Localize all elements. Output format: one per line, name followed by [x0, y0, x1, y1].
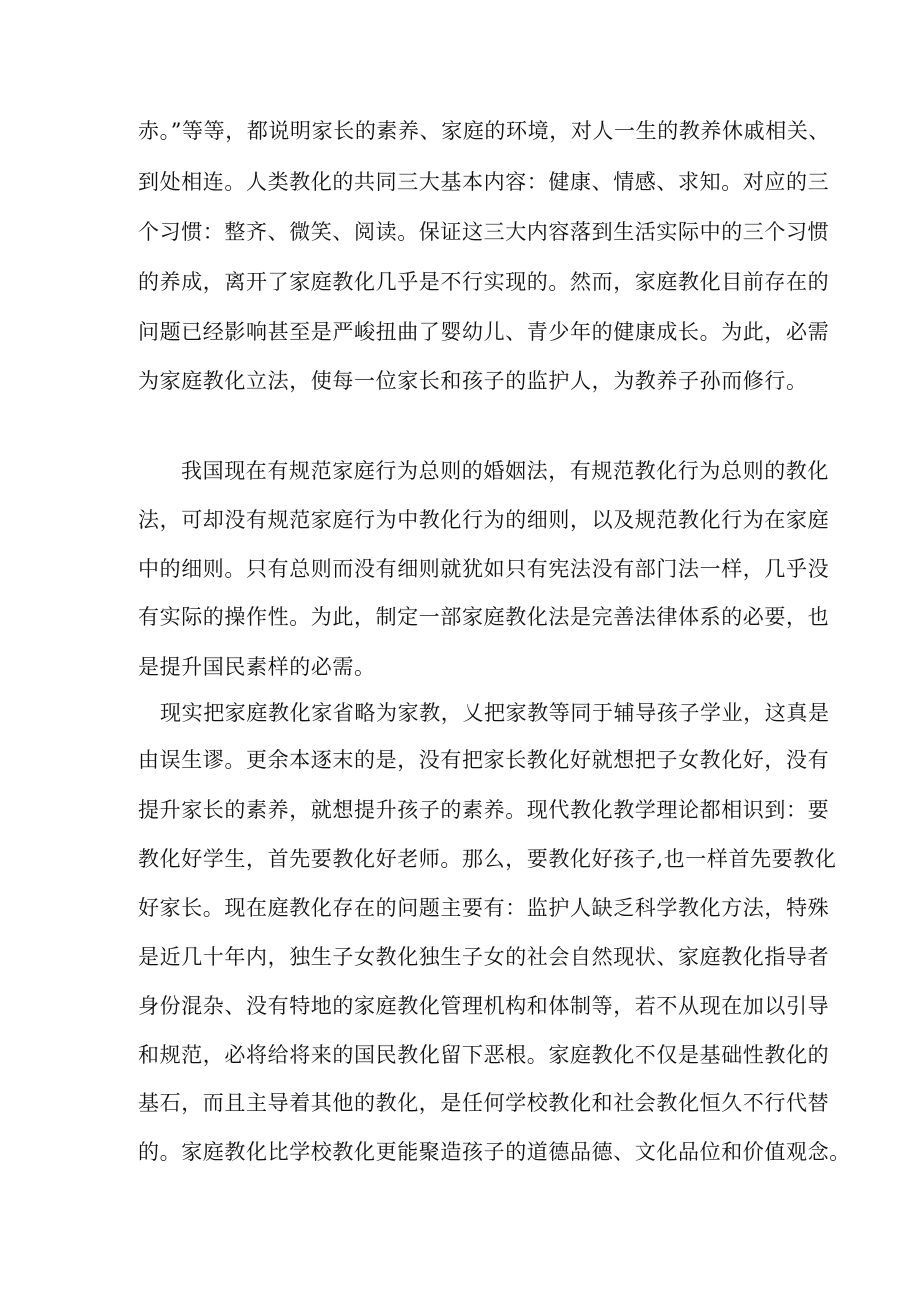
paragraph-2-line-4: 有实际的操作性。为此，制定一部家庭教化法是完善法律体系的必要，也: [138, 605, 830, 629]
paragraph-3-line-10: 的。家庭教化比学校教化更能聚造孩子的道德品德、文化品位和价值观念。: [138, 1140, 851, 1164]
paragraph-3-line-1: 现实把家庭教化家省略为家教，乂把家教等同于辅导孩子学业，这真是: [160, 701, 830, 725]
paragraph-3-line-7: 身份混杂、没有特地的家庭教化管理机构和体制等，若不从现在加以引导: [138, 994, 830, 1018]
paragraph-3-line-2: 由误生谬。更余本逐末的是，没有把家长教化好就想把子女教化好，没有: [138, 748, 830, 772]
paragraph-1-line-2: 到处相连。人类教化的共同三大基本内容：健康、情感、求知。对应的三: [138, 170, 830, 194]
paragraph-2-line-1: 我国现在有规范家庭行为总则的婚姻法，有规范教化行为总则的教化: [181, 459, 829, 483]
paragraph-3-line-4: 教化好学生，首先要教化好老师。那么，要教化好孩子,也一样首先要教化: [138, 847, 837, 871]
paragraph-1-line-5: 问题已经影响甚至是严峻扭曲了婴幼儿、青少年的健康成长。为此，必需: [138, 320, 830, 344]
paragraph-2-line-5: 是提升国民素样的必需。: [138, 655, 376, 679]
paragraph-1-line-1: 赤。”等等，都说明家长的素养、家庭的环境，对人一生的教养休戚相关、: [138, 119, 831, 143]
paragraph-1-line-6: 为家庭教化立法，使每一位家长和孩子的监护人，为教养子孙而修行。: [138, 369, 808, 393]
paragraph-3-line-6: 是近几十年内，独生子女教化独生子女的社会自然现状、家庭教化指导者: [138, 945, 830, 969]
paragraph-3-line-8: 和规范，必将给将来的国民教化留下恶根。家庭教化不仅是基础性教化的: [138, 1043, 830, 1067]
paragraph-1-line-3: 个习惯：整齐、微笑、阅读。保证这三大内容落到生活实际中的三个习惯: [138, 220, 830, 244]
paragraph-3-line-9: 基石，而且主导着其他的教化，是任何学校教化和社会教化恒久不行代替: [138, 1091, 830, 1115]
paragraph-3-line-3: 提升家长的素养，就想提升孩子的素养。现代教化教学理论都相识到：要: [138, 798, 830, 822]
paragraph-1-line-4: 的养成，离开了家庭教化几乎是不行实现的。然而，家庭教化目前存在的: [138, 270, 830, 294]
paragraph-2-line-3: 中的细则。只有总则而没有细则就犹如只有宪法没有部门法一样，几乎没: [138, 557, 830, 581]
paragraph-2-line-2: 法，可却没有规范家庭行为中教化行为的细则，以及规范教化行为在家庭: [138, 508, 830, 532]
paragraph-3-line-5: 好家长。现在庭教化存在的问题主要有：监护人缺乏科学教化方法，特殊: [138, 896, 830, 920]
